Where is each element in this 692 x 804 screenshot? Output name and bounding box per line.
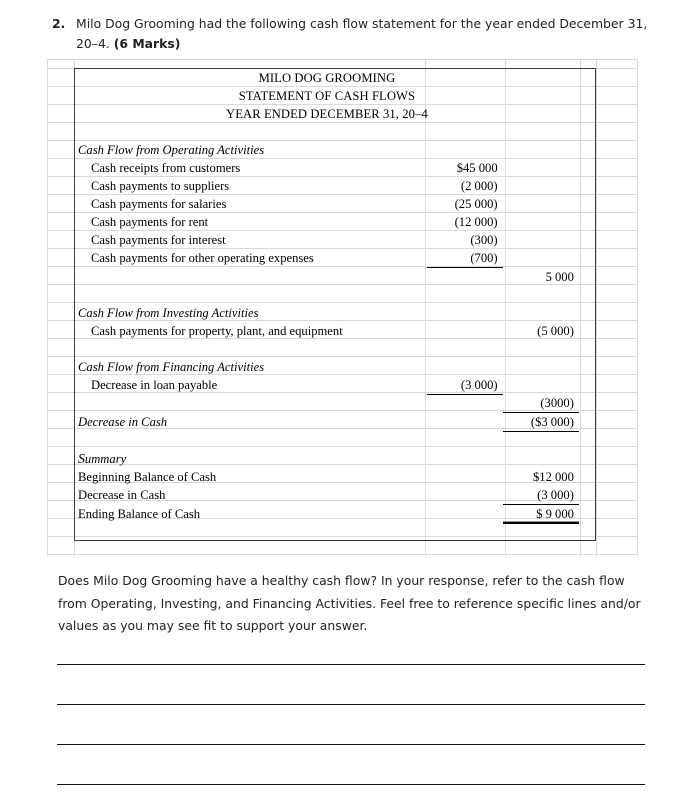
payments-other-value: (700) <box>427 249 502 268</box>
title-spacer-3 <box>579 105 595 123</box>
statement-title-2: STATEMENT OF CASH FLOWS <box>238 89 416 103</box>
cash-receipts-value: $45 000 <box>456 161 498 175</box>
summary-heading-initial: S <box>78 450 85 466</box>
table-row <box>75 322 595 340</box>
statement-title-row-3 <box>75 105 595 123</box>
beginning-balance-value: $12 000 <box>532 469 574 484</box>
loan-payable-label: Decrease in loan payable <box>91 377 218 392</box>
cash-receipts-label: Cash receipts from customers <box>91 161 241 175</box>
row-investing-heading <box>75 304 595 322</box>
payments-other-label: Cash payments for other operating expenses <box>91 251 314 266</box>
row-summary-heading <box>75 450 595 468</box>
financing-total-value: (3000) <box>503 394 579 413</box>
question-text: Milo Dog Grooming had the following cash flow statement for the year ended December 31, 20–4. <box>76 16 648 51</box>
answer-line[interactable] <box>57 704 645 705</box>
statement-table <box>75 69 595 541</box>
answer-line[interactable] <box>57 664 645 665</box>
ending-balance-value: $ 9 000 <box>503 504 579 523</box>
statement-title-1: MILO DOG GROOMING <box>258 71 396 85</box>
operating-total-value: 5 000 <box>545 269 574 284</box>
spacer-row-2 <box>75 286 595 304</box>
spacer-row-4 <box>75 432 595 450</box>
table-row <box>75 249 595 268</box>
payments-suppliers-value: (2 000) <box>460 179 498 193</box>
payments-salaries-value: (25 000) <box>454 197 498 211</box>
table-row <box>75 159 595 177</box>
question-marks: (6 Marks) <box>113 36 181 51</box>
decrease-in-cash-value: ($3 000) <box>503 413 579 432</box>
ppe-label: Cash payments for property, plant, and equipment <box>91 323 343 338</box>
payments-salaries-label: Cash payments for salaries <box>91 197 227 211</box>
answer-line[interactable] <box>57 784 645 785</box>
title-spacer-1 <box>579 69 595 87</box>
row-operating-heading <box>75 141 595 159</box>
decrease-summary-label: Decrease in Cash <box>78 487 166 502</box>
payments-rent-label: Cash payments for rent <box>91 215 209 229</box>
spacer-row-3 <box>75 340 595 358</box>
operating-activities-heading: Cash Flow from Operating Activities <box>78 143 265 157</box>
statement-title-row-2 <box>75 87 595 105</box>
table-row <box>75 177 595 195</box>
payments-interest-label: Cash payments for interest <box>91 233 226 247</box>
row-decrease-in-cash <box>75 413 595 432</box>
ending-balance-label: Ending Balance of Cash <box>78 506 201 521</box>
ppe-value: (5 000) <box>537 323 574 338</box>
table-row <box>75 486 595 505</box>
decrease-summary-value: (3 000) <box>503 486 579 505</box>
row-financing-total <box>75 394 595 413</box>
beginning-balance-label: Beginning Balance of Cash <box>78 469 217 484</box>
response-prompt: Does Milo Dog Grooming have a healthy cash flow? In your response, refer to the cash flow from Operating, Investing, and Financing Activities. Feel free to reference specific lines and/or values as you may see fit to support your answer. <box>58 573 641 633</box>
table-row <box>75 231 595 249</box>
loan-payable-value: (3 000) <box>427 376 502 395</box>
row-ending-balance <box>75 504 595 523</box>
table-row <box>75 213 595 231</box>
table-row <box>75 195 595 213</box>
spacer-row-5 <box>75 523 595 541</box>
table-row <box>75 376 595 395</box>
payments-interest-value: (300) <box>470 233 498 247</box>
statement-title-3: YEAR ENDED DECEMBER 31, 20–4 <box>226 107 428 121</box>
investing-activities-heading: Cash Flow from Investing Activities <box>78 305 259 320</box>
decrease-in-cash-label: Decrease in Cash <box>78 415 168 429</box>
payments-suppliers-label: Cash payments to suppliers <box>91 179 230 193</box>
title-spacer-2 <box>579 87 595 105</box>
question-number: 2. <box>52 16 66 31</box>
payments-rent-value: (12 000) <box>454 215 498 229</box>
question-text-wrap <box>76 14 652 54</box>
question-block <box>52 14 652 54</box>
table-row <box>75 468 595 486</box>
summary-heading <box>75 450 427 468</box>
summary-heading-rest: ummary <box>84 451 127 466</box>
row-financing-heading <box>75 358 595 376</box>
cash-flow-statement <box>74 68 596 541</box>
row-operating-total <box>75 268 595 286</box>
answer-line[interactable] <box>57 744 645 745</box>
spacer-row-1 <box>75 123 595 141</box>
statement-title-row-1 <box>75 69 595 87</box>
financing-activities-heading: Cash Flow from Financing Activities <box>78 359 265 374</box>
